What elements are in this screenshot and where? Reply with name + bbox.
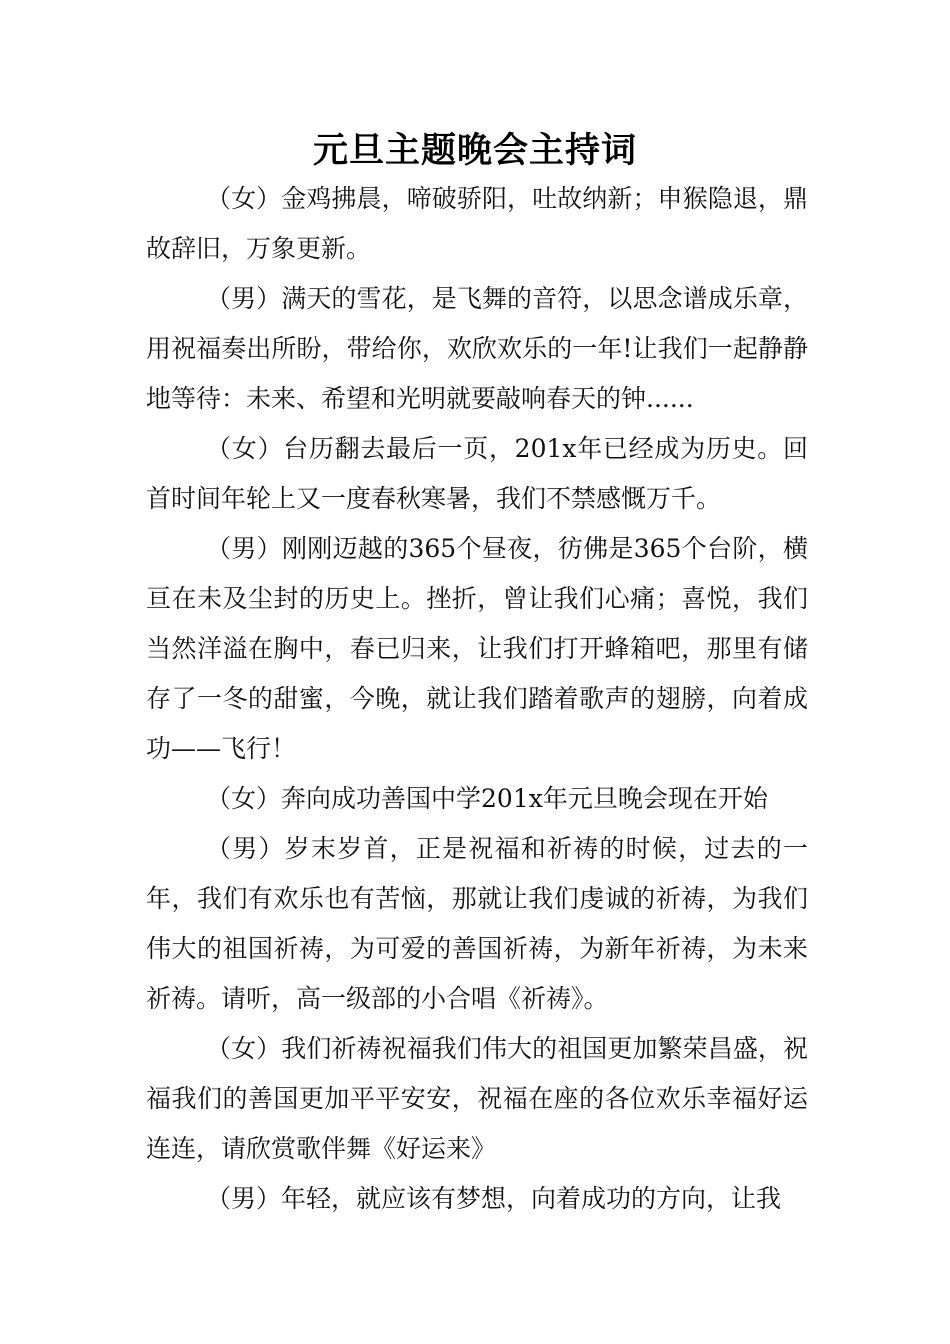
paragraph: （男）满天的雪花，是飞舞的音符，以思念谱成乐章，用祝福奏出所盼，带给你，欢欣欢乐的一年!让我们一起静静地等待：未来、希望和光明就要敲响春天的钟...... [146, 284, 808, 413]
paragraph: （女）我们祈祷祝福我们伟大的祖国更加繁荣昌盛，祝福我们的善国更加平平安安，祝福在座的各位欢乐幸福好运连连，请欣赏歌伴舞《好运来》 [146, 1034, 808, 1163]
paragraph: （男）刚刚迈越的365个昼夜，彷佛是365个台阶，横亘在未及尘封的历史上。挫折，曾让我们心痛；喜悦，我们当然洋溢在胸中，春已归来，让我们打开蜂箱吧，那里有储存了一冬的甜蜜，今晚，就让我们踏着歌声的翅膀，向着成功——飞行！ [146, 534, 808, 763]
paragraph: （女）奔向成功善国中学201x年元旦晚会现在开始 [206, 784, 768, 813]
paragraph: （女）台历翻去最后一页，201x年已经成为历史。回首时间年轮上又一度春秋寒暑，我们不禁感慨万千。 [146, 434, 808, 513]
paragraph: （男）年轻，就应该有梦想，向着成功的方向，让我 [206, 1184, 782, 1213]
paragraph: （男）岁末岁首，正是祝福和祈祷的时候，过去的一年，我们有欢乐也有苦恼，那就让我们虔诚的祈祷，为我们伟大的祖国祈祷，为可爱的善国祈祷，为新年祈祷，为未来祈祷。请听，高一级部的小合唱《祈祷》。 [146, 834, 808, 1013]
paragraph: （女）金鸡拂晨，啼破骄阳，吐故纳新；申猴隐退，鼎故辞旧，万象更新。 [146, 184, 808, 263]
document-title: 元旦主题晚会主持词 [312, 131, 637, 171]
document-body [146, 174, 808, 1224]
